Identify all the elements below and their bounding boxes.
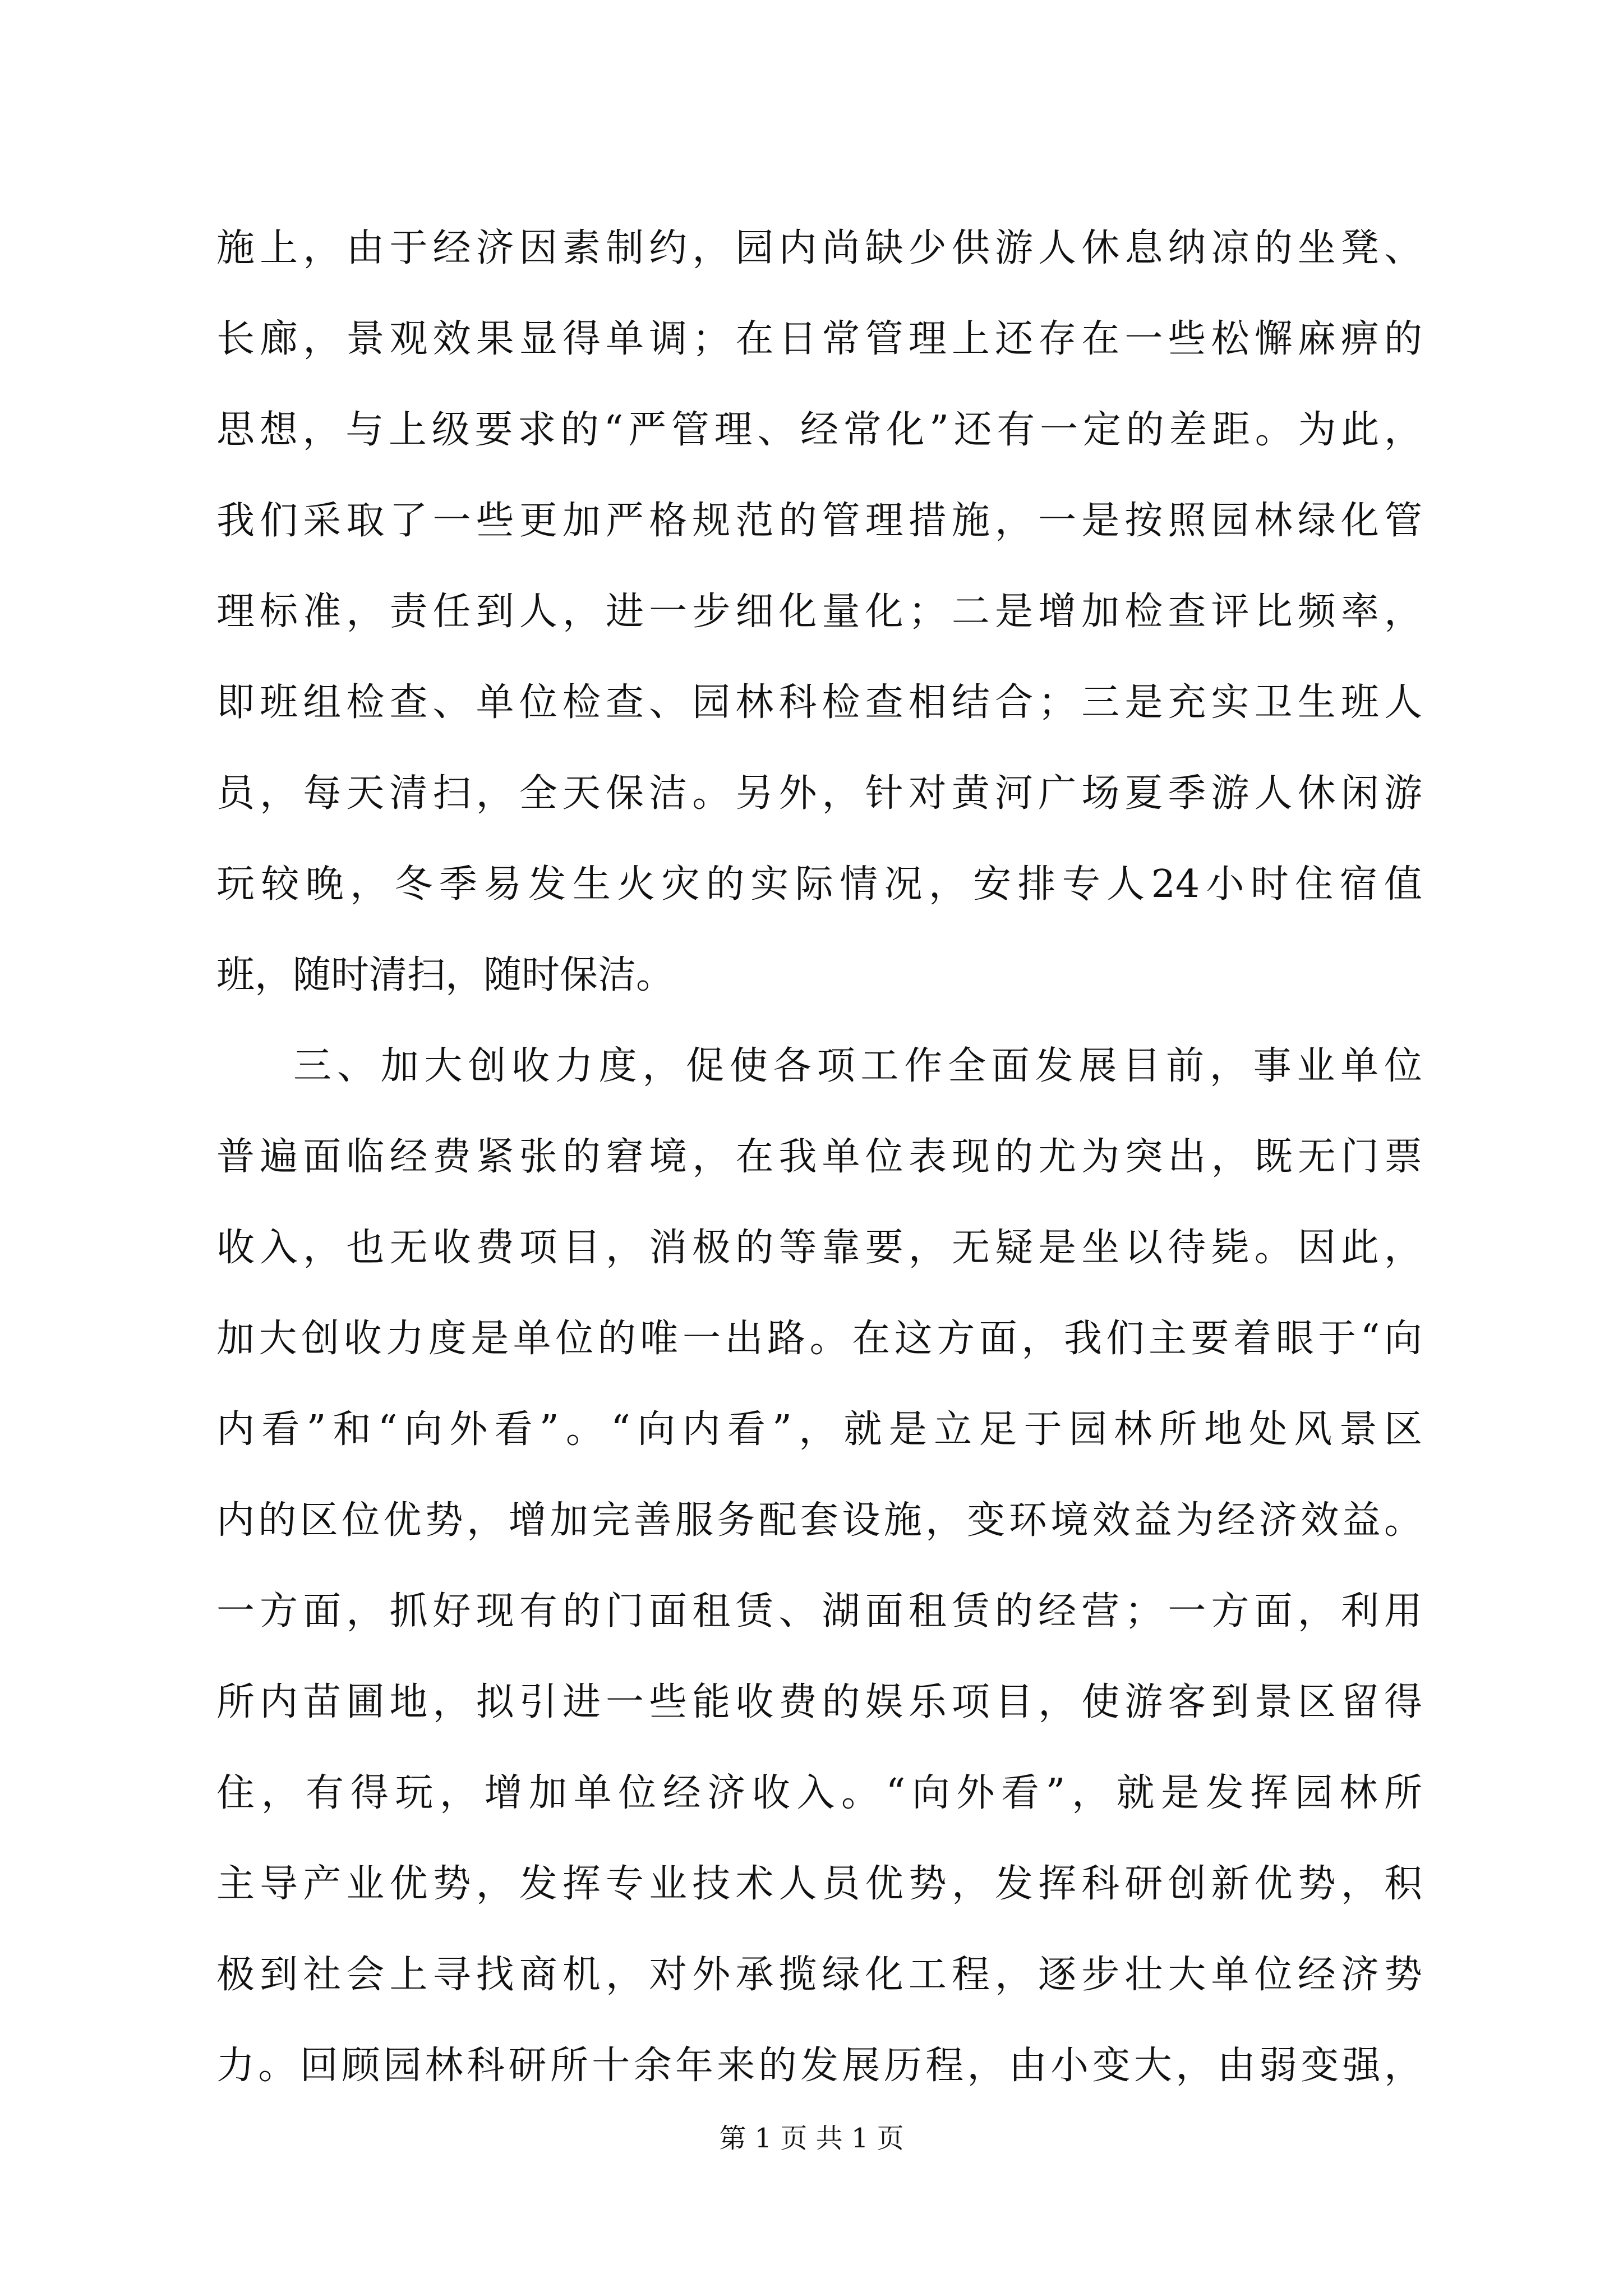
- text-line: 力。回顾园林科研所十余年来的发展历程，由小变大，由弱变强，: [216, 2044, 1422, 2088]
- text-line: 内看”和“向外看”。“向内看”，就是立足于园林所地处风景区: [216, 1407, 1422, 1452]
- document-body: [216, 203, 1422, 2111]
- text-line: 施上，由于经济因素制约，园内尚缺少供游人休息纳凉的坐凳、: [216, 226, 1422, 270]
- text-line: 住，有得玩，增加单位经济收入。“向外看”，就是发挥园林所: [216, 1771, 1422, 1815]
- text-line: 主导产业优势，发挥专业技术人员优势，发挥科研创新优势，积: [216, 1862, 1422, 1906]
- text-line: 玩较晚，冬季易发生火灾的实际情况，安排专人24小时住宿值: [216, 862, 1422, 907]
- text-line: 一方面，抓好现有的门面租赁、湖面租赁的经营；一方面，利用: [216, 1589, 1422, 1634]
- text-line: 加大创收力度是单位的唯一出路。在这方面，我们主要着眼于“向: [216, 1317, 1422, 1361]
- text-line: 班，随时清扫，随时保洁。: [216, 953, 675, 997]
- text-line: 收入，也无收费项目，消极的等靠要，无疑是坐以待毙。因此，: [216, 1226, 1422, 1270]
- text-line: 思想，与上级要求的“严管理、经常化”还有一定的差距。为此，: [216, 408, 1422, 452]
- text-line: 理标准，责任到人，进一步细化量化；二是增加检查评比频率，: [216, 590, 1422, 634]
- text-line-section-heading: 三、加大创收力度，促使各项工作全面发展目前，事业单位: [293, 1044, 1422, 1088]
- text-line: 所内苗圃地，拟引进一些能收费的娱乐项目，使游客到景区留得: [216, 1680, 1422, 1724]
- text-line: 员，每天清扫，全天保洁。另外，针对黄河广场夏季游人休闲游: [216, 771, 1422, 816]
- text-line: 我们采取了一些更加严格规范的管理措施，一是按照园林绿化管: [216, 499, 1422, 543]
- text-line: 长廊，景观效果显得单调；在日常管理上还存在一些松懈麻痹的: [216, 317, 1422, 361]
- text-line: 普遍面临经费紧张的窘境，在我单位表现的尤为突出，既无门票: [216, 1135, 1422, 1179]
- page-number-footer: 第 1 页 共 1 页: [719, 2123, 904, 2154]
- text-line: 内的区位优势，增加完善服务配套设施，变环境效益为经济效益。: [216, 1498, 1422, 1543]
- text-line: 即班组检查、单位检查、园林科检查相结合；三是充实卫生班人: [216, 680, 1422, 725]
- text-line: 极到社会上寻找商机，对外承揽绿化工程，逐步壮大单位经济势: [216, 1953, 1422, 1997]
